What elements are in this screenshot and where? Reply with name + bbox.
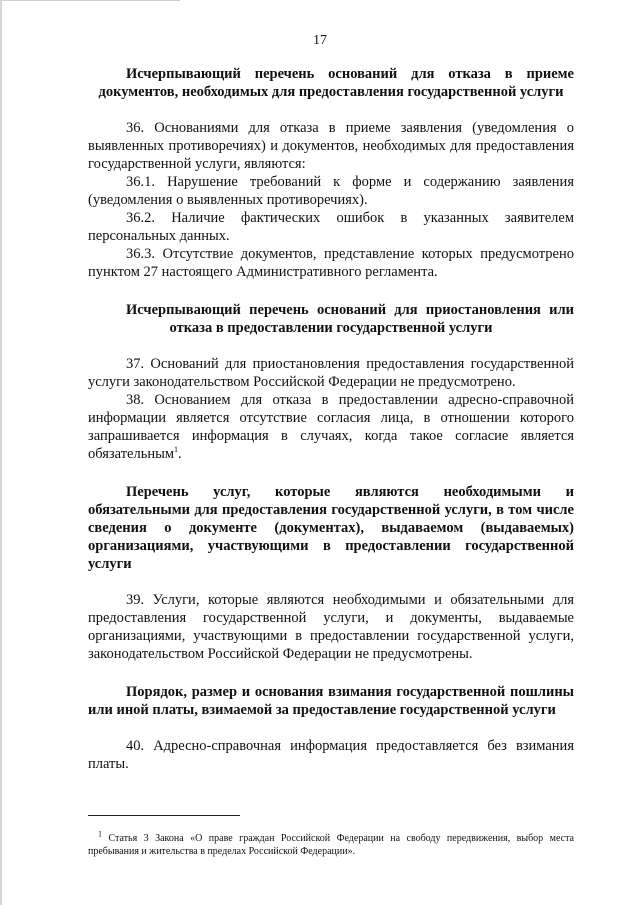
footnote (88, 829, 574, 858)
paragraph-39: 39. Услуги, которые являются необходимыми и обязательными для предоставления государственной услуги, и документы, выдаваемые организациями, участвующими в предоставлении государственной услуги, законодательством Российской Федерации не предусмотрены. (88, 592, 574, 662)
spacer (88, 281, 574, 301)
spacer (88, 463, 574, 483)
spacer (88, 337, 574, 355)
heading-fee: Порядок, размер и основания взимания государственной пошлины или иной платы, взимаемой за предоставление государственной услуги (88, 684, 574, 718)
paragraph-38-end: . (178, 446, 182, 462)
heading-refusal-acceptance: Исчерпывающий перечень оснований для отказа в приеме документов, необходимых для предоставления государственной услуги (98, 66, 574, 100)
spacer (88, 663, 574, 683)
scan-edge (0, 0, 2, 905)
page-number: 17 (313, 33, 327, 48)
scan-top-mark (0, 0, 180, 1)
paragraph-38-text: 38. Основанием для отказа в предоставлении адресно-справочной информации является отсутствие согласия лица, в отношении которого запрашивается информация в случаях, когда такое согласие является обязательным (88, 392, 574, 462)
spacer (88, 101, 574, 119)
paragraph-36-3: 36.3. Отсутствие документов, представление которых предусмотрено пунктом 27 настоящего Административного регламента. (88, 246, 574, 280)
footnote-separator (88, 815, 240, 816)
footnote-text: Статья 3 Закона «О праве граждан Российской Федерации на свободу передвижения, выбор места пребывания и жительства в пределах Российской Федерации». (88, 833, 574, 857)
document-body (88, 65, 574, 773)
paragraph-38 (88, 391, 574, 463)
footnote-reference: 1 (174, 445, 179, 455)
heading-necessary-services: Перечень услуг, которые являются необходимыми и обязательными для предоставления государственной услуги, в том числе сведения о документе (документах), выдаваемом (выдаваемых) организациями, участвующими в предоставлении государственной услуги (88, 484, 574, 572)
heading-suspension-refusal: Исчерпывающий перечень оснований для приостановления или отказа в предоставлении государственной услуги (126, 302, 574, 336)
footnote-mark: 1 (98, 829, 102, 839)
paragraph-40: 40. Адресно-справочная информация предоставляется без взимания платы. (88, 738, 574, 772)
spacer (88, 573, 574, 591)
spacer (88, 719, 574, 737)
paragraph-36-2: 36.2. Наличие фактических ошибок в указанных заявителем персональных данных. (88, 210, 574, 244)
paragraph-37: 37. Оснований для приостановления предоставления государственной услуги законодательством Российской Федерации не предусмотрено. (88, 356, 574, 390)
paragraph-36-1: 36.1. Нарушение требований к форме и содержанию заявления (уведомления о выявленных противоречиях). (88, 174, 574, 208)
paragraph-36: 36. Основаниями для отказа в приеме заявления (уведомления о выявленных противоречиях) и документов, необходимых для предоставления государственной услуги, являются: (88, 120, 574, 172)
